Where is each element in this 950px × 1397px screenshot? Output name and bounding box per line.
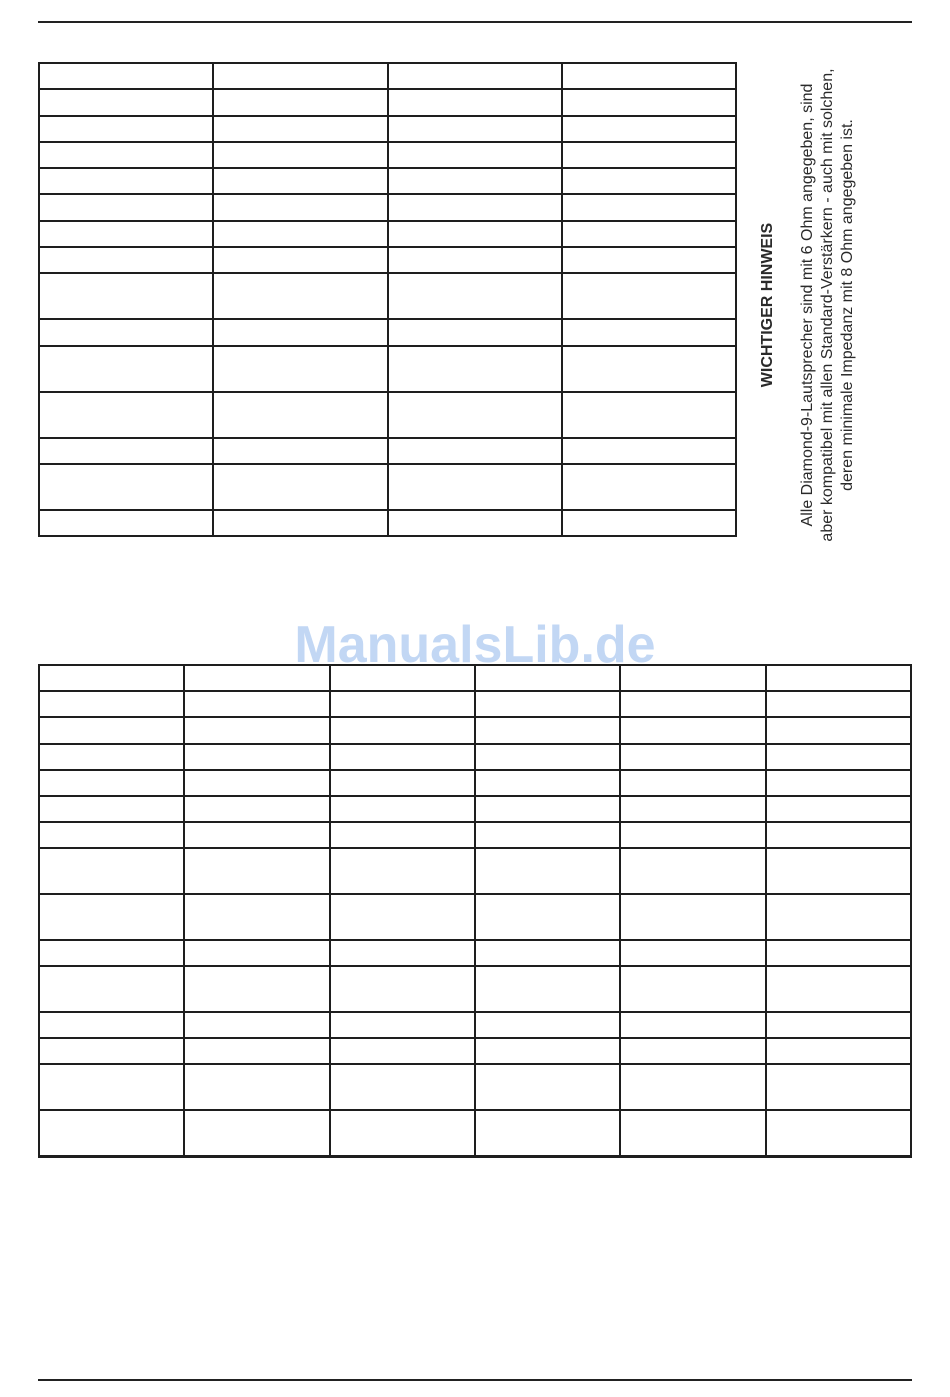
table-cell [40, 439, 212, 463]
table-cell [767, 1039, 910, 1063]
table-cell [476, 692, 619, 716]
table-cell [214, 320, 386, 344]
table-cell [214, 195, 386, 219]
table-cell [185, 895, 328, 939]
table-cell [389, 222, 561, 246]
table-cell [214, 511, 386, 535]
table-cell [331, 823, 474, 847]
table-cell [185, 718, 328, 742]
notice-line-1: Alle Diamond-9-Lautsprecher sind mit 6 Ohm angegeben, sind [799, 83, 816, 527]
table-cell [40, 967, 183, 1011]
table-cell [767, 666, 910, 690]
table-cell [214, 347, 386, 391]
table-cell [185, 1111, 328, 1155]
table-cell [563, 143, 735, 167]
table-cell [214, 143, 386, 167]
table-cell [767, 1013, 910, 1037]
table-cell [389, 169, 561, 193]
table-cell [621, 797, 764, 821]
table-cell [476, 797, 619, 821]
table-cell [214, 393, 386, 437]
table-cell [389, 465, 561, 509]
table-cell [767, 718, 910, 742]
table-cell [40, 849, 183, 893]
table-cell [40, 347, 212, 391]
table-cell [389, 195, 561, 219]
table-cell [214, 64, 386, 88]
table-cell [185, 941, 328, 965]
table-cell [563, 511, 735, 535]
table-cell [40, 117, 212, 141]
table-cell [331, 849, 474, 893]
table-cell [40, 718, 183, 742]
table-cell [621, 941, 764, 965]
table-cell [40, 797, 183, 821]
table-cell [621, 1013, 764, 1037]
table-cell [767, 941, 910, 965]
table-cell [621, 745, 764, 769]
table-cell [331, 797, 474, 821]
table-cell [40, 666, 183, 690]
table-cell [185, 849, 328, 893]
table-cell [767, 823, 910, 847]
table-cell [389, 320, 561, 344]
table-cell [40, 745, 183, 769]
table-cell [767, 849, 910, 893]
table-cell [40, 692, 183, 716]
bottom-rule [38, 1379, 912, 1381]
table-cell [476, 823, 619, 847]
table-cell [214, 222, 386, 246]
table-cell [767, 967, 910, 1011]
table-cell [185, 797, 328, 821]
table-cell [40, 143, 212, 167]
table-cell [40, 465, 212, 509]
table-cell [476, 1013, 619, 1037]
table-cell [185, 1065, 328, 1109]
table-cell [389, 347, 561, 391]
table-cell [331, 1065, 474, 1109]
table-cell [331, 941, 474, 965]
notice-line-3: deren minimale Impedanz mit 8 Ohm angegeben ist. [839, 119, 856, 491]
table-cell [621, 1039, 764, 1063]
table-cell [563, 169, 735, 193]
table-cell [389, 248, 561, 272]
table-cell [476, 967, 619, 1011]
notice-heading: WICHTIGER HINWEIS [759, 222, 776, 388]
table-cell [767, 692, 910, 716]
table-cell [563, 320, 735, 344]
table-cell [621, 849, 764, 893]
table-cell [331, 666, 474, 690]
important-notice [758, 25, 858, 585]
table-cell [40, 1065, 183, 1109]
table-cell [331, 1111, 474, 1155]
table-cell [767, 1111, 910, 1155]
table-cell [476, 941, 619, 965]
table-cell [621, 666, 764, 690]
top-rule [38, 21, 912, 23]
table-cell [621, 1111, 764, 1155]
table-cell [40, 511, 212, 535]
table-cell [563, 393, 735, 437]
table-cell [40, 941, 183, 965]
table-cell [563, 248, 735, 272]
table-cell [621, 718, 764, 742]
table-cell [563, 274, 735, 318]
table-cell [563, 117, 735, 141]
table-cell [331, 1013, 474, 1037]
table-cell [331, 745, 474, 769]
table-cell [40, 169, 212, 193]
table-cell [476, 1039, 619, 1063]
table-cell [476, 1065, 619, 1109]
watermark: ManualsLib.de [294, 616, 656, 674]
table-cell [185, 1013, 328, 1037]
notice-body [798, 25, 858, 585]
table-cell [331, 895, 474, 939]
table-cell [40, 1013, 183, 1037]
table-cell [40, 195, 212, 219]
table-cell [621, 967, 764, 1011]
table-cell [331, 718, 474, 742]
table-cell [40, 274, 212, 318]
table-cell [563, 439, 735, 463]
table-cell [621, 823, 764, 847]
table-cell [563, 90, 735, 114]
table-cell [40, 248, 212, 272]
table-cell [389, 64, 561, 88]
specs-table-upper [38, 62, 737, 537]
table-cell [563, 222, 735, 246]
table-cell [40, 222, 212, 246]
table-cell [185, 666, 328, 690]
table-cell [476, 745, 619, 769]
table-cell [40, 64, 212, 88]
table-cell [389, 511, 561, 535]
table-cell [621, 771, 764, 795]
table-cell [621, 692, 764, 716]
table-cell [214, 439, 386, 463]
table-cell [185, 1039, 328, 1063]
table-cell [40, 895, 183, 939]
table-cell [389, 274, 561, 318]
table-cell [389, 117, 561, 141]
table-cell [331, 1039, 474, 1063]
table-cell [331, 771, 474, 795]
table-cell [563, 195, 735, 219]
notice-line-2: aber kompatibel mit allen Standard-Verstärkern - auch mit solchen, [819, 68, 836, 542]
table-cell [767, 745, 910, 769]
table-cell [40, 771, 183, 795]
table-cell [767, 771, 910, 795]
table-cell [331, 692, 474, 716]
table-cell [40, 320, 212, 344]
table-cell [214, 465, 386, 509]
table-cell [563, 64, 735, 88]
table-cell [214, 248, 386, 272]
table-cell [621, 895, 764, 939]
table-cell [476, 849, 619, 893]
table-cell [40, 823, 183, 847]
table-cell [40, 90, 212, 114]
table-cell [767, 895, 910, 939]
table-cell [40, 393, 212, 437]
table-cell [214, 117, 386, 141]
table-cell [331, 967, 474, 1011]
table-cell [389, 90, 561, 114]
table-cell [185, 967, 328, 1011]
table-cell [476, 771, 619, 795]
table-cell [476, 895, 619, 939]
table-cell [214, 169, 386, 193]
table-cell [214, 90, 386, 114]
table-cell [767, 797, 910, 821]
table-cell [389, 393, 561, 437]
table-cell [563, 347, 735, 391]
table-cell [767, 1065, 910, 1109]
table-cell [185, 745, 328, 769]
table-cell [476, 666, 619, 690]
table-cell [185, 823, 328, 847]
specs-table-lower [38, 664, 912, 1158]
table-cell [389, 439, 561, 463]
table-cell [214, 274, 386, 318]
table-cell [185, 692, 328, 716]
table-cell [476, 1111, 619, 1155]
table-cell [563, 465, 735, 509]
table-cell [476, 718, 619, 742]
table-cell [621, 1065, 764, 1109]
table-cell [40, 1111, 183, 1155]
table-cell [185, 771, 328, 795]
table-cell [40, 1039, 183, 1063]
table-cell [389, 143, 561, 167]
